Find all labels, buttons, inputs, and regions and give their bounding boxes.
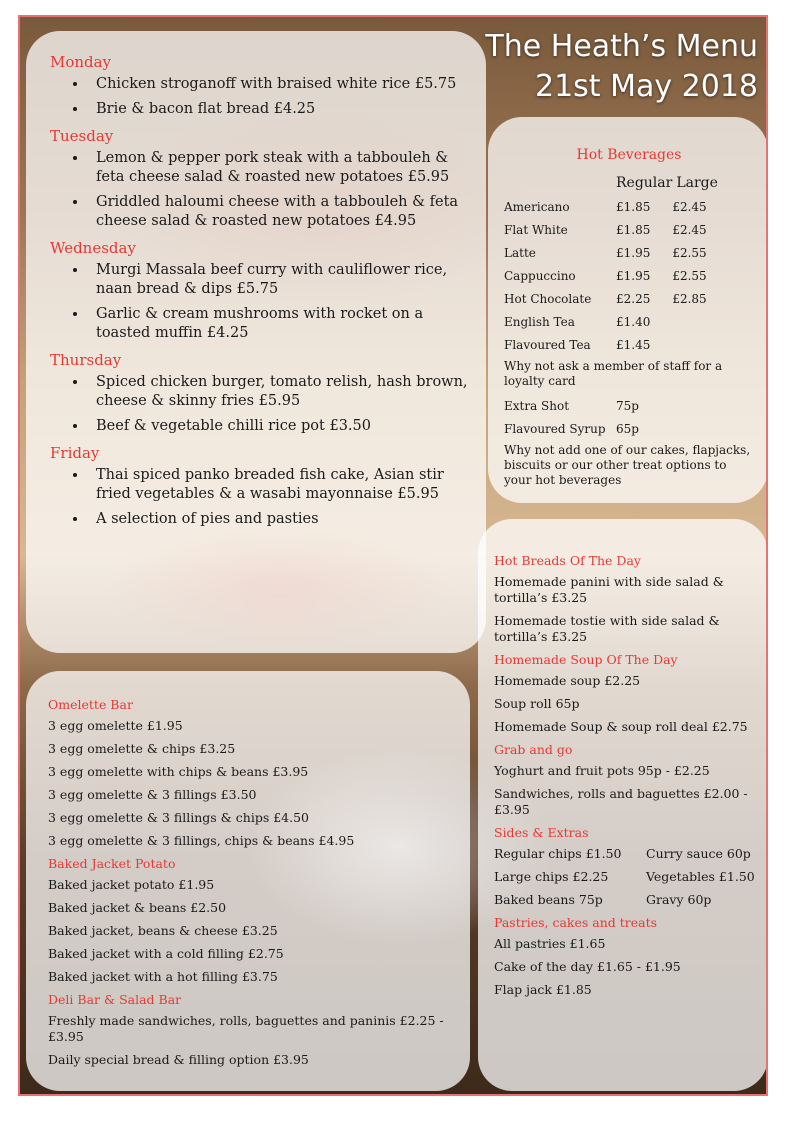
grab-and-go-title: Grab and go (494, 742, 573, 757)
hot-breads-title: Hot Breads Of The Day (494, 553, 641, 568)
list-item: Sandwiches, rolls and baguettes £2.00 - £3.95 (494, 786, 748, 817)
list-item: 3 egg omelette & 3 fillings £3.50 (48, 787, 257, 802)
loyalty-card-note: Why not ask a member of staff for a loyalty card (504, 359, 723, 388)
menu-title-name: The Heath’s Menu (485, 29, 758, 64)
list-item: All pastries £1.65 (494, 936, 606, 951)
table-row: Americano £1.85 £2.45 (504, 199, 707, 214)
day-heading: Thursday (50, 351, 122, 369)
list-item: Freshly made sandwiches, rolls, baguettes and paninis £2.25 - £3.95 (48, 1013, 444, 1044)
table-header-row (504, 171, 736, 195)
day-heading: Tuesday (50, 127, 114, 145)
day-tuesday (50, 127, 472, 231)
list-item: Curry sauce 60p (646, 846, 751, 861)
list-item: 3 egg omelette with chips & beans £3.95 (48, 764, 309, 779)
list-item: • Beef & vegetable chilli rice pot £3.50 (88, 417, 472, 436)
list-item: • Griddled haloumi cheese with a tabbouleh & feta cheese salad & roasted new potatoes £4.95 (88, 193, 472, 231)
day-monday (50, 53, 472, 119)
hot-beverages-panel (488, 117, 768, 503)
list-item: Regular chips £1.50 (494, 846, 622, 861)
omelette-bar-title: Omelette Bar (48, 697, 133, 712)
jacket-potato-title: Baked Jacket Potato (48, 856, 176, 871)
list-item: Daily special bread & filling option £3.95 (48, 1052, 309, 1067)
list-item: Baked jacket potato £1.95 (48, 877, 215, 892)
table-row: English Tea £1.40 (504, 314, 651, 329)
table-row: Hot Chocolate £2.25 £2.85 (504, 291, 707, 306)
list-item: Baked jacket with a cold filling £2.75 (48, 946, 284, 961)
list-item: • Murgi Massala beef curry with cauliflower rice, naan bread & dips £5.75 (88, 261, 472, 299)
deli-bar-title: Deli Bar & Salad Bar (48, 992, 182, 1007)
list-item: Homemade panini with side salad & tortilla’s £3.25 (494, 574, 724, 605)
day-friday (50, 444, 472, 529)
list-item: Cake of the day £1.65 - £1.95 (494, 959, 681, 974)
day-thursday (50, 351, 472, 436)
list-item: Vegetables £1.50 (646, 869, 755, 884)
day-heading: Friday (50, 444, 100, 462)
list-item: • Garlic & cream mushrooms with rocket on a toasted muffin £4.25 (88, 305, 472, 343)
table-row: Flat White £1.85 £2.45 (504, 222, 707, 237)
table-row: Latte £1.95 £2.55 (504, 245, 707, 260)
column-header-regular: Regular (616, 175, 673, 191)
list-item: Soup roll 65p (494, 696, 580, 711)
sides-grid (494, 846, 756, 915)
day-heading: Monday (50, 53, 112, 71)
list-item: 3 egg omelette & 3 fillings, chips & beans £4.95 (48, 833, 355, 848)
list-item: Baked jacket & beans £2.50 (48, 900, 227, 915)
omelette-jacket-deli-panel (26, 671, 470, 1091)
table-row: Flavoured Syrup 65p (504, 421, 639, 436)
list-item: Homemade soup £2.25 (494, 673, 641, 688)
hot-beverages-title: Hot Beverages (576, 147, 682, 163)
day-wednesday (50, 239, 472, 343)
list-item: Flap jack £1.85 (494, 982, 592, 997)
list-item: • Chicken stroganoff with braised white rice £5.75 (88, 75, 472, 94)
list-item: Baked jacket with a hot filling £3.75 (48, 969, 278, 984)
pastries-title: Pastries, cakes and treats (494, 915, 658, 930)
list-item: Gravy 60p (646, 892, 712, 907)
list-item: Baked jacket, beans & cheese £3.25 (48, 923, 278, 938)
sides-title: Sides & Extras (494, 825, 589, 840)
list-item: Homemade tostie with side salad & tortilla’s £3.25 (494, 613, 720, 644)
list-item: 3 egg omelette £1.95 (48, 718, 183, 733)
menu-title-date: 21st May 2018 (534, 69, 758, 104)
list-item: • Thai spiced panko breaded fish cake, Asian stir fried vegetables & a wasabi mayonnaise £5.95 (88, 466, 472, 504)
list-item: • Spiced chicken burger, tomato relish, hash brown, cheese & skinny fries £5.95 (88, 373, 472, 411)
treats-note: Why not add one of our cakes, flapjacks, biscuits or our other treat options to your hot beverages (504, 443, 751, 487)
list-item: Yoghurt and fruit pots 95p - £2.25 (494, 763, 710, 778)
list-item: Baked beans 75p (494, 892, 603, 907)
list-item: • Brie & bacon flat bread £4.25 (88, 100, 472, 119)
day-heading: Wednesday (50, 239, 136, 257)
list-item: Large chips £2.25 (494, 869, 609, 884)
column-header-large: Large (676, 175, 718, 191)
list-item: • A selection of pies and pasties (88, 510, 472, 529)
table-row: Cappuccino £1.95 £2.55 (504, 268, 707, 283)
list-item: • Lemon & pepper pork steak with a tabbouleh & feta cheese salad & roasted new potatoes £5.95 (88, 149, 472, 187)
table-row: Extra Shot 75p (504, 398, 639, 413)
daily-specials-panel (26, 31, 486, 653)
table-row: Flavoured Tea £1.45 (504, 337, 651, 352)
list-item: 3 egg omelette & chips £3.25 (48, 741, 236, 756)
breads-soup-sides-panel (478, 519, 768, 1091)
menu-title (485, 27, 758, 107)
list-item: 3 egg omelette & 3 fillings & chips £4.50 (48, 810, 310, 825)
beverages-table (504, 171, 736, 356)
soup-title: Homemade Soup Of The Day (494, 652, 678, 667)
menu-page (18, 15, 768, 1096)
list-item: Homemade Soup & soup roll deal £2.75 (494, 719, 748, 734)
beverage-extras-table (504, 394, 639, 440)
